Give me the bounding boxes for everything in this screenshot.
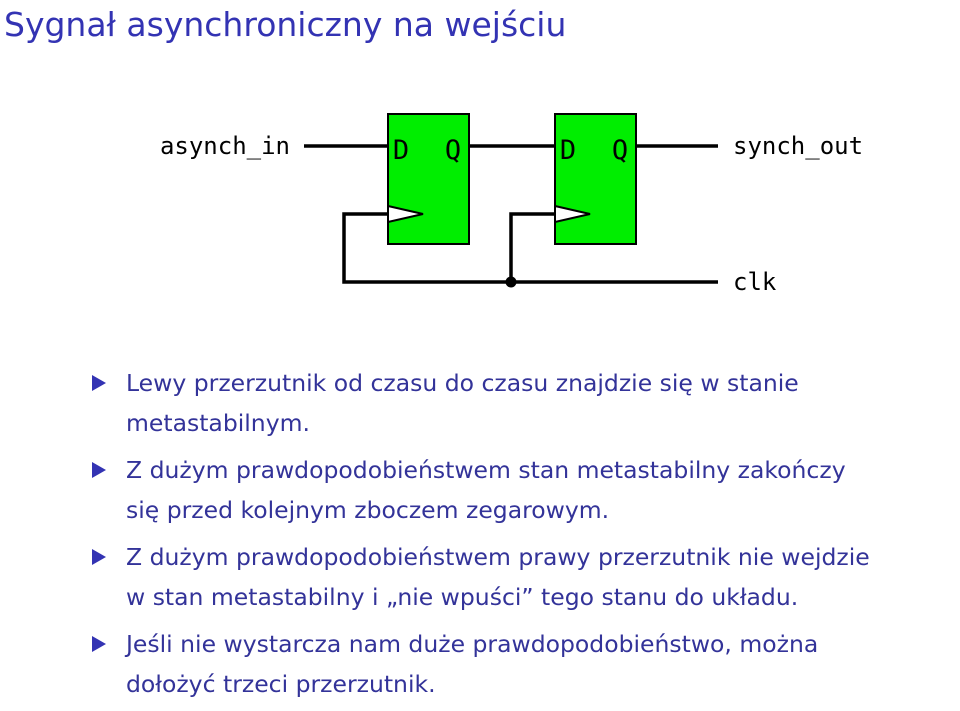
bullet-item bbox=[90, 450, 960, 530]
clock-junction-dot bbox=[506, 277, 517, 288]
bullet-list bbox=[90, 363, 960, 711]
bullet-line: dołożyć trzeci przerzutnik. bbox=[126, 670, 436, 698]
clock-wire-ff2 bbox=[511, 214, 555, 282]
bullet-text bbox=[126, 456, 846, 524]
triangle-bullet-icon bbox=[92, 462, 106, 478]
flipflop-2-q-label: Q bbox=[611, 135, 629, 166]
bullet-line: Lewy przerzutnik od czasu do czasu znajdzie się w stanie bbox=[126, 369, 799, 397]
bullet-line: Z dużym prawdopodobieństwem prawy przerzutnik nie wejdzie bbox=[126, 543, 870, 571]
triangle-bullet-icon bbox=[92, 549, 106, 565]
flipflop-2 bbox=[555, 114, 636, 244]
input-signal-label: asynch_in bbox=[159, 132, 290, 160]
bullet-text bbox=[126, 543, 870, 611]
flipflop-1-q-label: Q bbox=[444, 135, 462, 166]
slide-title: Sygnał asynchroniczny na wejściu bbox=[4, 5, 567, 44]
bullet-text bbox=[126, 369, 799, 437]
output-signal-label: synch_out bbox=[733, 132, 864, 160]
bullet-line: Z dużym prawdopodobieństwem stan metastabilny zakończy bbox=[126, 456, 846, 484]
bullet-item bbox=[90, 624, 960, 704]
bullet-item bbox=[90, 537, 960, 617]
bullet-item bbox=[90, 363, 960, 443]
flipflop-2-d-label: D bbox=[559, 135, 577, 166]
triangle-bullet-icon bbox=[92, 636, 106, 652]
triangle-bullet-icon bbox=[92, 375, 106, 391]
bullet-line: się przed kolejnym zboczem zegarowym. bbox=[126, 496, 610, 524]
clock-signal-label: clk bbox=[733, 268, 777, 296]
bullet-text bbox=[126, 630, 818, 698]
synchronizer-diagram bbox=[0, 0, 960, 340]
flipflop-1-d-label: D bbox=[392, 135, 410, 166]
bullet-line: w stan metastabilny i „nie wpuści” tego stanu do układu. bbox=[126, 583, 799, 611]
bullet-line: Jeśli nie wystarcza nam duże prawdopodobieństwo, można bbox=[126, 630, 819, 658]
bullet-line: metastabilnym. bbox=[126, 409, 310, 437]
flipflop-1 bbox=[388, 114, 469, 244]
